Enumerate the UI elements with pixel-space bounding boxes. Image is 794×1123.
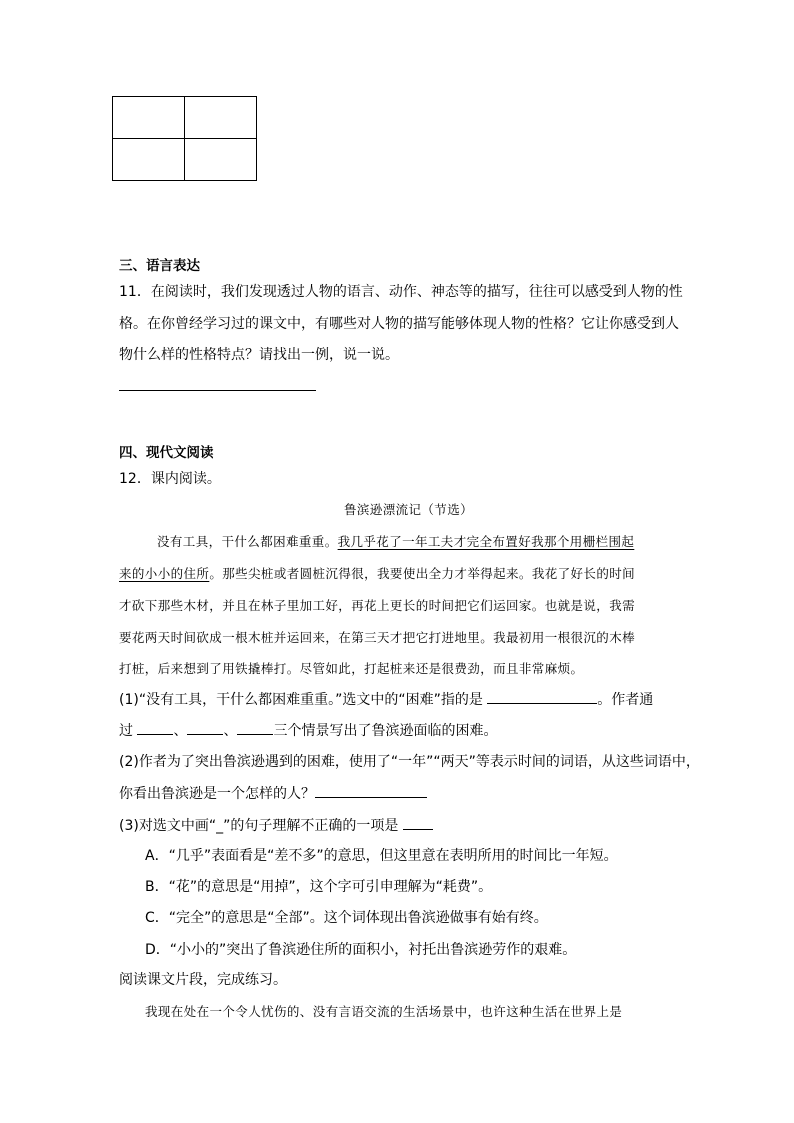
grid-cell[interactable] bbox=[113, 139, 185, 181]
grid-cell[interactable] bbox=[185, 139, 257, 181]
answer-blank[interactable] bbox=[315, 783, 427, 798]
sub2-line-1: (2)作者为了突出鲁滨逊遇到的困难，使用了“一年”“两天”等表示时间的词语，从这些词语中， bbox=[119, 754, 700, 770]
section-3-heading: 三、语言表达 bbox=[119, 258, 200, 274]
sub1-line-1: (1)“没有工具，干什么都困难重重。”选文中的“困难”指的是 。作者通 bbox=[119, 689, 653, 710]
sub3-stem: (3)对选文中画“_”的句子理解不正确的一项是 bbox=[119, 815, 433, 836]
section-4-heading: 四、现代文阅读 bbox=[119, 445, 214, 461]
passage-line-1: 没有工具，干什么都困难重重。我几乎花了一年工夫才完全布置好我那个用栅栏围起 bbox=[157, 534, 635, 549]
q11-answer-line[interactable] bbox=[119, 390, 316, 391]
sub2-line-2: 你看出鲁滨逊是一个怎样的人？ bbox=[119, 783, 427, 804]
answer-blank[interactable] bbox=[487, 689, 597, 704]
answer-blank[interactable] bbox=[403, 815, 433, 830]
reading2-line-1: 我现在处在一个令人忧伤的、没有言语交流的生活场景中，也许这种生活在世界上是 bbox=[145, 1004, 623, 1019]
q11-line-3: 物什么样的性格特点？请找出一例，说一说。 bbox=[119, 347, 399, 363]
passage-title: 鲁滨逊漂流记（节选） bbox=[344, 502, 474, 517]
grid-cell[interactable] bbox=[113, 97, 185, 139]
option-a[interactable]: A．“几乎”表面看是“差不多”的意思，但这里意在表明所用的时间比一年短。 bbox=[145, 848, 618, 864]
passage-line-3: 才砍下那些木材，并且在林子里加工好，再花上更长的时间把它们运回家。也就是说，我需 bbox=[119, 598, 636, 613]
underlined-sentence-end: 来的小小的住所 bbox=[119, 566, 210, 581]
q11-line-2: 格。在你曾经学习过的课文中，有哪些对人物的描写能够体现人物的性格？它让你感受到人 bbox=[119, 316, 679, 332]
passage-line-2: 来的小小的住所。那些尖桩或者圆桩沉得很，我要使出全力才举得起来。我花了好长的时间 bbox=[119, 566, 636, 581]
answer-grid bbox=[112, 96, 257, 181]
option-c[interactable]: C．“完全”的意思是“全部”。这个词体现出鲁滨逊做事有始有终。 bbox=[145, 910, 548, 926]
q11-line-1: 11．在阅读时，我们发现透过人物的语言、动作、神态等的描写，往往可以感受到人物的性 bbox=[119, 284, 683, 300]
answer-blank[interactable] bbox=[237, 720, 273, 735]
passage-line-5: 打桩，后来想到了用铁撬棒打。尽管如此，打起桩来还是很费劲，而且非常麻烦。 bbox=[119, 661, 584, 676]
q12-label: 12．课内阅读。 bbox=[119, 471, 221, 487]
grid-cell[interactable] bbox=[185, 97, 257, 139]
option-b[interactable]: B．“花”的意思是“用掉”，这个字可引申理解为“耗费”。 bbox=[145, 879, 493, 895]
underlined-sentence: 我几乎花了一年工夫才完全布置好我那个用栅栏围起 bbox=[337, 534, 635, 549]
passage-line-4: 要花两天时间砍成一根木桩并运回来，在第三天才把它打进地里。我最初用一根很沉的木棒 bbox=[119, 630, 636, 645]
answer-blank[interactable] bbox=[137, 720, 173, 735]
sub1-line-2: 过 、 、 三个情景写出了鲁滨逊面临的困难。 bbox=[119, 720, 497, 741]
reading2-intro: 阅读课文片段，完成练习。 bbox=[119, 972, 287, 988]
answer-blank[interactable] bbox=[187, 720, 223, 735]
option-d[interactable]: D．“小小的”突出了鲁滨逊住所的面积小，衬托出鲁滨逊劳作的艰难。 bbox=[145, 942, 577, 958]
